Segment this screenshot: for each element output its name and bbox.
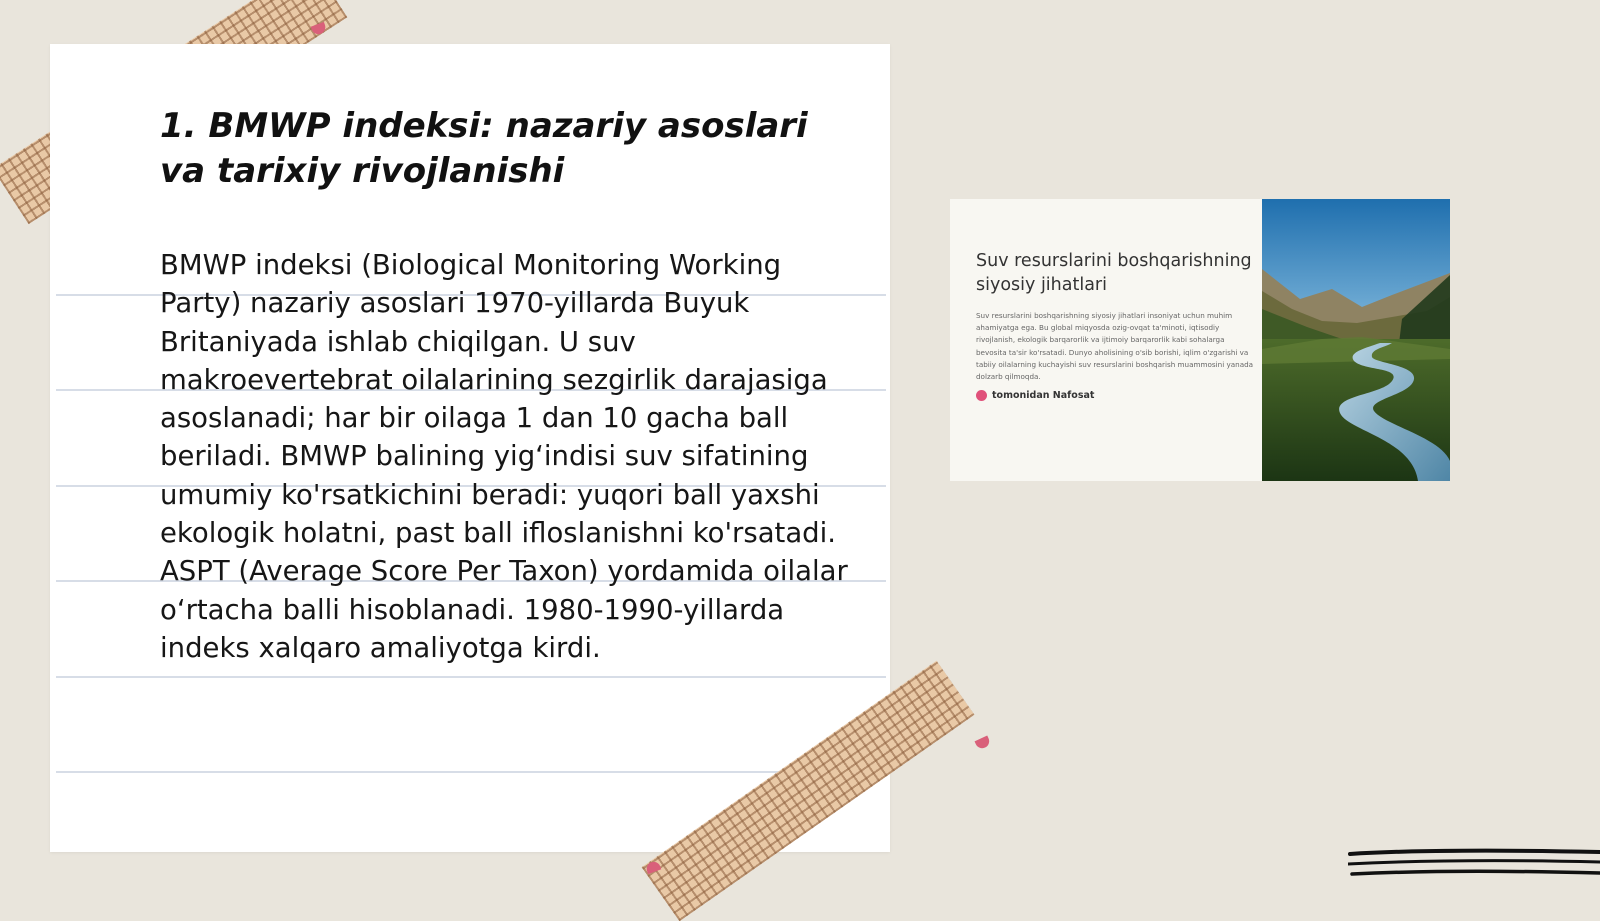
mountain-river-photo: [1262, 199, 1450, 481]
pin-icon: [975, 736, 992, 751]
slide-title: 1. BMWP indeksi: nazariy asoslari va tarixiy rivojlanishi: [160, 106, 808, 191]
card-text-block: [976, 249, 1256, 401]
author-avatar-icon: [976, 390, 987, 401]
presentation-preview-card[interactable]: [950, 199, 1450, 481]
decorative-brush-lines: [1348, 846, 1600, 886]
author-name: tomonidan Nafosat: [992, 390, 1095, 402]
slide-body-text: BMWP indeksi (Biological Monitoring Working Party) nazariy asoslari 1970-yillarda Buyuk Britaniyada ishlab chiqilgan. U suv makroevertebrat oilalarining sezgirlik darajasiga asoslanadi; har bir oilaga 1 dan 10 gacha ball beriladi. BMWP balining yig‘indisi suv sifatining umumiy ko'rsatkichini beradi: yuqori ball yaxshi ekologik holatni, past ball ifloslanishni ko'rsatadi. ASPT (Average Score Per Taxon) yordamida oilalar o‘rtacha balli hisoblanadi. 1980-1990-yillarda indeks xalqaro amaliyotga kirdi.: [160, 249, 848, 664]
card-description: Suv resurslarini boshqarishning siyosiy jihatlari insoniyat uchun muhim ahamiyatga ega. Bu global miqyosda ozig-ovqat ta'minoti, iqtisodiy rivojlanish, ekologik barqarorlik va ijtimoiy barqarorlik kabi sohalarga bevosita ta'sir ko'rsatadi. Dunyo aholisining o'sib borishi, iqlim o'zgarishi va tabiiy oilalarning kuchayishi suv resurslarini boshqarish muammosini yanada dolzarb qilmoqda.: [976, 311, 1254, 382]
paper-rule-line: [56, 676, 886, 678]
paper-rule-line: [56, 771, 886, 773]
card-author: [976, 390, 1256, 401]
card-title: Suv resurslarini boshqarishning siyosiy jihatlari: [976, 251, 1252, 295]
